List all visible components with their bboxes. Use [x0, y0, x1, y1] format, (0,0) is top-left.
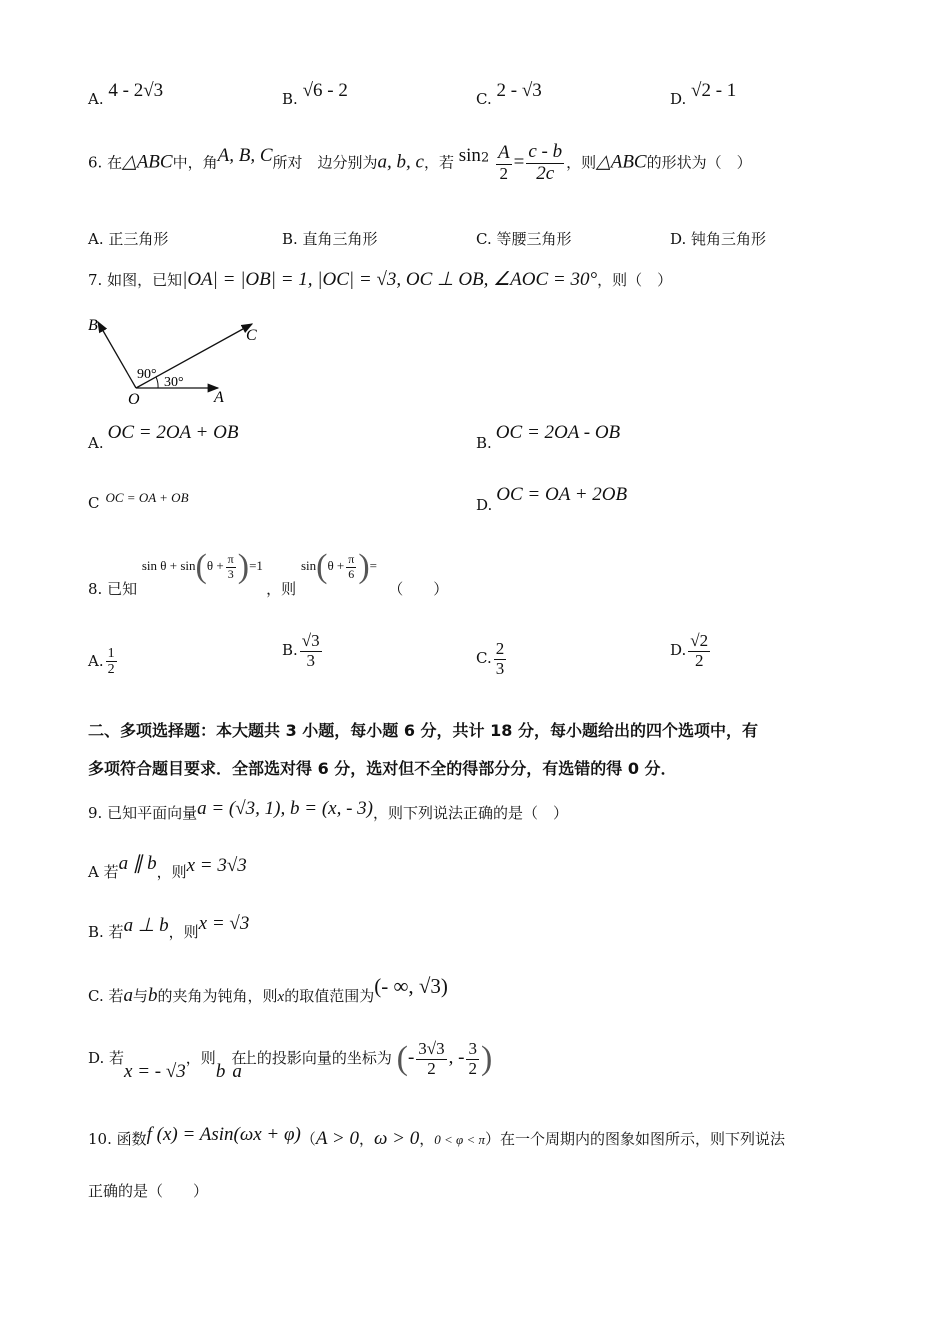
q6-option-c: C. 等腰三角形: [476, 230, 572, 248]
q8-option-b: B. $\frac{√3}{3}$: [282, 631, 320, 670]
q9-option-d: D. 若x = - √3，则b在a上的投影向量的坐标为 (- $\frac{3√3}{2}$ , - $\frac{3}{2}$ ): [88, 1039, 493, 1083]
q5-option-a: A. 4 - 2√3: [88, 80, 164, 108]
q9-option-a: A 若a ∥ b，则x = 3√3: [88, 853, 247, 881]
q7-option-b: B. OC = 2OA - OB: [476, 422, 621, 452]
section-2-heading-line2: 多项符合题目要求．全部选对得 6 分，选对但不全的得部分分，有选错的得 0 分．: [88, 759, 677, 778]
fraction-c-minus-b: $\frac{c - b}{2c}$: [528, 141, 563, 184]
label-a: A: [214, 389, 224, 406]
q7-option-d: D. OC = OA + 2OB: [476, 484, 628, 514]
label-c: C: [246, 327, 257, 344]
q9-option-b: B. 若a ⊥ b，则x = √3: [88, 913, 250, 941]
q5-option-d: D. √2 - 1: [670, 80, 737, 108]
fraction-pi-over-3: $\frac{\pi}{3}$: [227, 552, 234, 581]
label-o: O: [128, 391, 140, 408]
label-b: B: [88, 317, 98, 334]
q9-option-c: C. 若a与b的夹角为钝角，则x的取值范围为(- ∞, √3): [88, 974, 448, 1006]
label-30-degree: 30°: [164, 375, 184, 390]
q7-option-c: C OC = OA + OB: [88, 490, 189, 512]
fraction-pi-over-6: $\frac{\pi}{6}$: [348, 552, 355, 581]
section-2-heading-line1: 二、多项选择题：本大题共 3 小题，每小题 6 分，共计 18 分，每小题给出的四个选项中，有: [88, 721, 758, 740]
q8-option-a: A. $\frac{1}{2}$: [88, 646, 115, 678]
fraction-a-over-2: $\frac{A}{2}$: [498, 142, 510, 183]
vector-figure: [84, 312, 274, 412]
q6-option-b: B. 直角三角形: [282, 230, 378, 248]
question-10: 10. 函数f (x) = Asin(ωx + φ)（A > 0，ω > 0，0 < φ < π）在一个周期内的图象如图所示，则下列说法: [88, 1124, 785, 1149]
question-8: 8. 已知 sin θ + sin(θ + $\frac{\pi}{3}$ )=1 ，则 sin(θ + $\frac{\pi}{6}$ )= （ ）: [88, 548, 449, 598]
q5-option-b: B. √6 - 2: [282, 80, 348, 108]
q6-option-d: D. 钝角三角形: [670, 230, 767, 248]
q8-option-d: D. $\frac{√2}{2}$: [670, 631, 709, 670]
label-90-degree: 90°: [137, 367, 157, 382]
question-9: 9. 已知平面向量a = (√3, 1), b = (x, - 3)，则下列说法正确的是（ ）: [88, 798, 568, 822]
question-10-line2: 正确的是（ ）: [88, 1182, 209, 1200]
q7-option-a: A. OC = 2OA + OB: [88, 422, 239, 452]
question-7: 7. 如图，已知|OA| = |OB| = 1, |OC| = √3, OC ⊥ OB, ∠AOC = 30°，则（ ）: [88, 269, 673, 290]
q6-option-a: A. 正三角形: [88, 230, 169, 248]
question-6: 6. 在△ABC中，角A, B, C所对 边分别为a, b, c，若 $\sin^2$ $\frac{A}{2}$ = $\frac{c - b}{2c}$ ，则△ABC的形状为（ ）: [88, 141, 752, 184]
q5-option-c: C. 2 - √3: [476, 80, 542, 108]
q8-option-c: C. $\frac{2}{3}$: [476, 639, 505, 678]
vector-ob: [98, 322, 136, 388]
